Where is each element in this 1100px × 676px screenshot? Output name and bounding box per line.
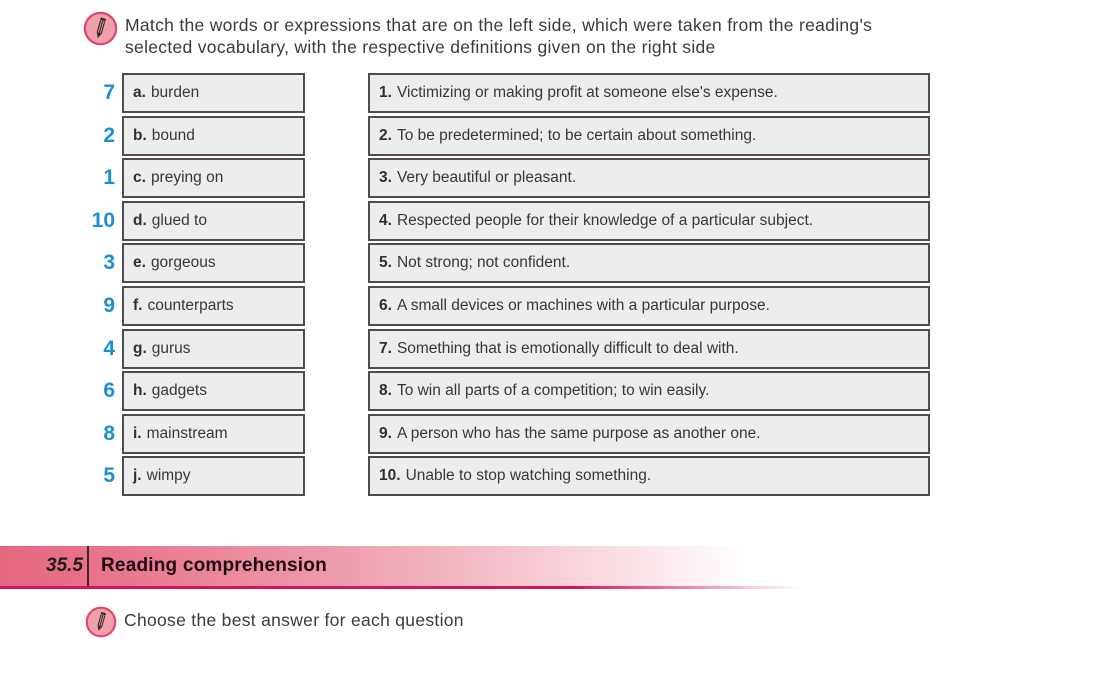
word-letter: d.: [133, 211, 147, 229]
match-pair-row: [0, 286, 305, 326]
instruction-top: [83, 11, 872, 58]
match-pair-row: [0, 243, 305, 283]
instruction-bottom-text: [124, 606, 464, 631]
definition-text: To win all parts of a competition; to win easily.: [396, 382, 710, 400]
match-pair-row: [0, 201, 305, 241]
word-box: [122, 243, 305, 283]
word-box: [122, 158, 305, 198]
match-pair-row: [0, 414, 305, 454]
section-header-bar: [0, 546, 1100, 586]
words-column: [0, 73, 305, 499]
answer-number: 4: [103, 336, 115, 360]
word-box: [122, 286, 305, 326]
word-box: [122, 414, 305, 454]
definition-row: [368, 286, 930, 326]
definition-number: 9.: [379, 424, 392, 442]
word-box: [122, 116, 305, 156]
word-letter: g.: [133, 339, 147, 357]
word-box: [122, 371, 305, 411]
word-text: gadgets: [151, 382, 207, 400]
answer-number: 10: [91, 208, 115, 232]
definition-row: [368, 73, 930, 113]
word-letter: f.: [133, 296, 143, 314]
definition-row: [368, 116, 930, 156]
word-text: gurus: [151, 339, 191, 357]
match-pair-row: [0, 158, 305, 198]
pencil-icon: [85, 606, 117, 638]
instruction-top-text: [125, 11, 872, 58]
answer-number: 1: [103, 166, 115, 190]
definition-row: [368, 371, 930, 411]
definition-text: Not strong; not confident.: [396, 254, 571, 272]
definition-number: 6.: [379, 296, 392, 314]
word-box: [122, 456, 305, 496]
section-number: 35.5: [46, 555, 83, 576]
definition-row: [368, 243, 930, 283]
word-text: gorgeous: [150, 254, 216, 272]
word-box: [122, 329, 305, 369]
answer-number: 9: [103, 293, 115, 317]
definition-number: 10.: [379, 467, 401, 485]
section-divider: [87, 546, 89, 586]
word-text: preying on: [150, 169, 224, 187]
definition-row: [368, 456, 930, 496]
instruction-bottom: [85, 606, 464, 638]
word-letter: b.: [133, 126, 147, 144]
word-letter: a.: [133, 84, 146, 101]
instruction-bottom-line: Choose the best answer for each question: [124, 610, 464, 630]
word-letter: e.: [133, 254, 146, 272]
definition-number: 5.: [379, 254, 392, 272]
word-letter: h.: [133, 382, 147, 400]
definitions-column: [368, 73, 930, 499]
definition-number: 2.: [379, 126, 392, 144]
word-text: bound: [151, 126, 195, 144]
instruction-top-line1: Match the words or expressions that are on the left side, which were taken from the reading's: [125, 15, 873, 35]
answer-number: 3: [103, 251, 115, 275]
definition-text: A small devices or machines with a particular purpose.: [396, 296, 770, 314]
instruction-top-line2: selected vocabulary, with the respective definitions given on the right side: [125, 37, 716, 57]
definition-row: [368, 158, 930, 198]
definition-number: 1.: [379, 84, 392, 101]
answer-number: 8: [103, 421, 115, 445]
section-underline: [0, 586, 1100, 589]
word-box: [122, 73, 305, 113]
pencil-icon: [83, 11, 118, 46]
definition-text: Very beautiful or pleasant.: [396, 169, 577, 187]
definition-row: [368, 201, 930, 241]
answer-number: 2: [103, 123, 115, 147]
match-pair-row: [0, 73, 305, 113]
definition-row: [368, 414, 930, 454]
definition-number: 4.: [379, 211, 392, 229]
definition-text: Something that is emotionally difficult to deal with.: [396, 339, 739, 357]
definition-number: 8.: [379, 382, 392, 400]
definition-text: Unable to stop watching something.: [405, 467, 652, 485]
word-text: mainstream: [146, 424, 228, 442]
word-box: [122, 201, 305, 241]
match-pair-row: [0, 456, 305, 496]
word-letter: c.: [133, 169, 146, 187]
definition-number: 7.: [379, 339, 392, 357]
word-text: glued to: [151, 211, 207, 229]
word-text: burden: [150, 84, 200, 101]
definition-number: 3.: [379, 169, 392, 187]
answer-number: 5: [103, 464, 115, 488]
definition-row: [368, 329, 930, 369]
answer-number: 6: [103, 379, 115, 403]
definition-text: To be predetermined; to be certain about something.: [396, 126, 757, 144]
word-text: counterparts: [147, 296, 234, 314]
match-pair-row: [0, 329, 305, 369]
word-letter: i.: [133, 424, 142, 442]
definition-text: A person who has the same purpose as another one.: [396, 424, 761, 442]
match-pair-row: [0, 116, 305, 156]
match-pair-row: [0, 371, 305, 411]
section-title: Reading comprehension: [101, 555, 327, 576]
word-letter: j.: [133, 467, 142, 485]
matching-exercise: [0, 73, 930, 499]
definition-text: Respected people for their knowledge of a particular subject.: [396, 211, 814, 229]
answer-number: 7: [103, 81, 115, 104]
word-text: wimpy: [146, 467, 191, 485]
definition-text: Victimizing or making profit at someone else's expense.: [396, 84, 778, 101]
